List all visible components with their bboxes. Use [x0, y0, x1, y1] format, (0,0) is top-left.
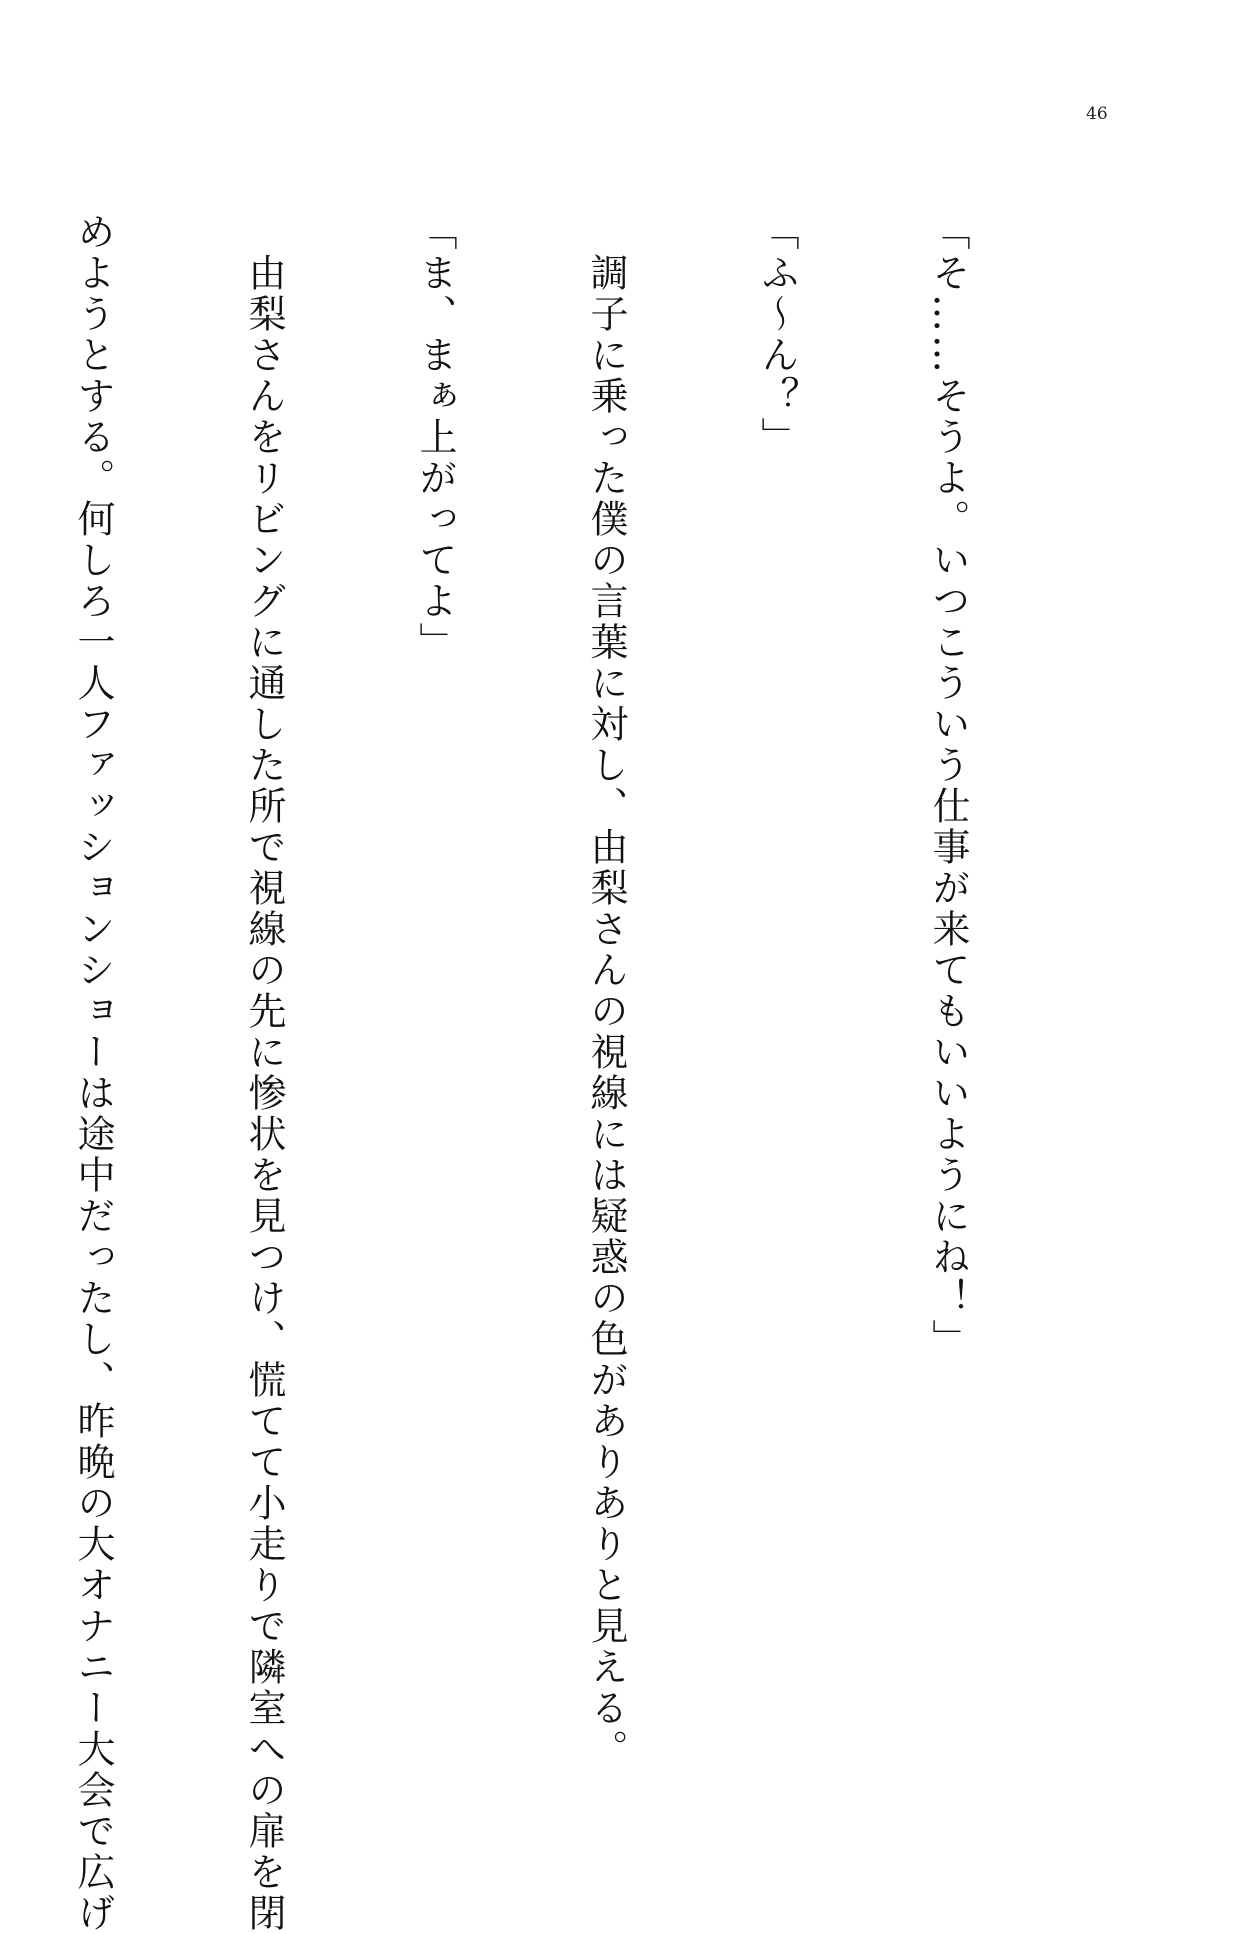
text-line: めようとする。何しろ一人ファッションショーは途中だったし、昨晩の大オナニー大会で広げ — [71, 212, 115, 1934]
text-line: 「そ……そうよ。いつこういう仕事が来てもいいようにね！」 — [926, 212, 970, 1360]
text-line: 由梨さんをリビングに通した所で視線の先に惨状を見つけ、慌てて小走りで隣室への扉を閉 — [242, 212, 286, 1934]
text-line: 「ふ〜ん？」 — [755, 212, 799, 458]
text-line: 「ま、まぁ上がってよ」 — [413, 212, 457, 663]
page-number: 46 — [1086, 104, 1108, 124]
text-line: 調子に乗った僕の言葉に対し、由梨さんの視線には疑惑の色がありありと見える。 — [584, 212, 628, 1770]
vertical-text-body — [0, 212, 1090, 1934]
